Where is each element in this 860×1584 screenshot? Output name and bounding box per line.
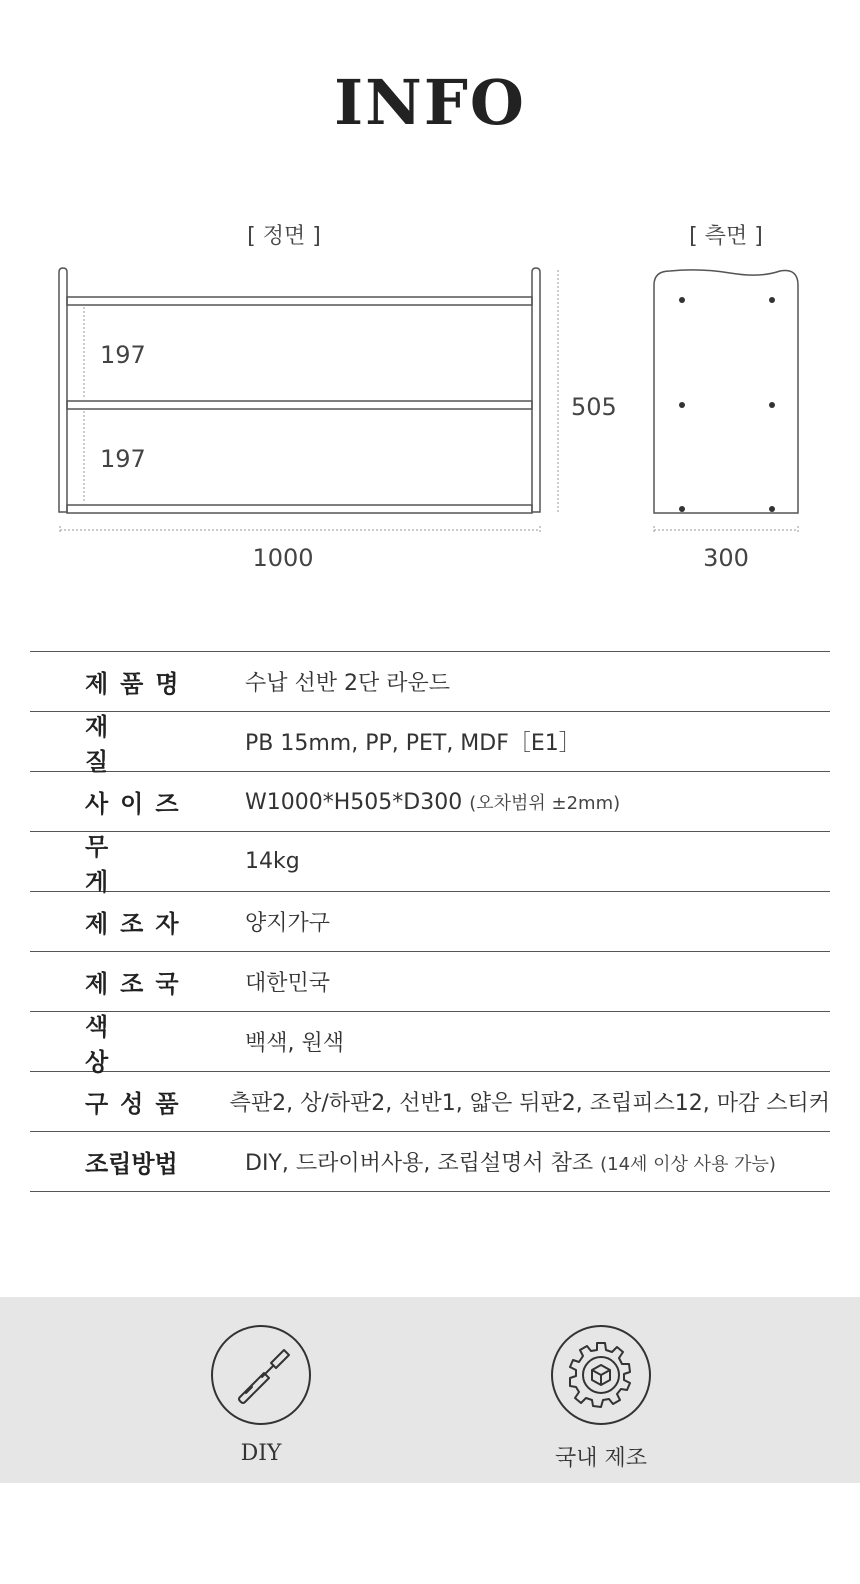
spec-value: 백색, 원색 <box>245 1031 344 1056</box>
spec-key: 구성품 <box>85 1090 191 1118</box>
spec-table <box>30 651 830 1192</box>
spec-row-country <box>30 952 830 1012</box>
side-view-drawing <box>654 270 798 513</box>
page-title: INFO <box>334 66 526 139</box>
spec-value: 수납 선반 2단 라운드 <box>245 671 450 696</box>
feature-domestic <box>521 1325 681 1472</box>
total-height: 505 <box>571 393 617 421</box>
spec-row-material <box>30 712 830 776</box>
spec-value: PB 15mm, PP, PET, MDF［E1］ <box>245 731 581 756</box>
feature-band <box>0 1297 860 1483</box>
spec-row-components <box>30 1072 830 1132</box>
spec-row-color <box>30 1012 830 1076</box>
total-width: 1000 <box>252 544 314 572</box>
gear-box-icon <box>551 1325 651 1425</box>
front-view-drawing <box>59 268 540 513</box>
spec-value: DIY, 드라이버사용, 조립설명서 참조 (14세 이상 사용 가능) <box>245 1151 776 1176</box>
feature-domestic-label: 국내 제조 <box>554 1446 647 1471</box>
spec-row-assembly <box>30 1132 830 1192</box>
spec-row-product-name <box>30 652 830 712</box>
feature-diy-label: DIY <box>240 1441 282 1466</box>
spec-value: W1000*H505*D300 (오차범위 ±2mm) <box>245 789 621 815</box>
spec-value: 측판2, 상/하판2, 선반1, 얇은 뒤판2, 조립피스12, 마감 스티커 <box>229 1091 830 1116</box>
total-depth: 300 <box>703 544 749 572</box>
spec-key: 재질 <box>85 712 161 776</box>
spec-key: 사이즈 <box>85 790 191 818</box>
spec-key: 조립방법 <box>85 1150 178 1178</box>
lower-shelf-height: 197 <box>100 445 146 473</box>
spec-value: 양지가구 <box>245 911 331 936</box>
spec-key: 제조자 <box>85 910 191 938</box>
spec-row-manufacturer <box>30 892 830 952</box>
spec-key: 색상 <box>85 1012 161 1076</box>
spec-value: 14kg <box>245 849 300 874</box>
spec-row-size <box>30 772 830 832</box>
side-view-label: [ 측면 ] <box>689 224 763 249</box>
spec-key: 제품명 <box>85 670 191 698</box>
spec-key: 무게 <box>85 832 161 896</box>
feature-diy <box>181 1325 341 1466</box>
spec-value: 대한민국 <box>245 971 331 996</box>
spec-row-weight <box>30 832 830 896</box>
product-dimension-drawing <box>0 0 860 600</box>
upper-shelf-height: 197 <box>100 341 146 369</box>
screwdriver-icon <box>211 1325 311 1425</box>
front-view-label: [ 정면 ] <box>247 224 321 249</box>
spec-key: 제조국 <box>85 970 191 998</box>
